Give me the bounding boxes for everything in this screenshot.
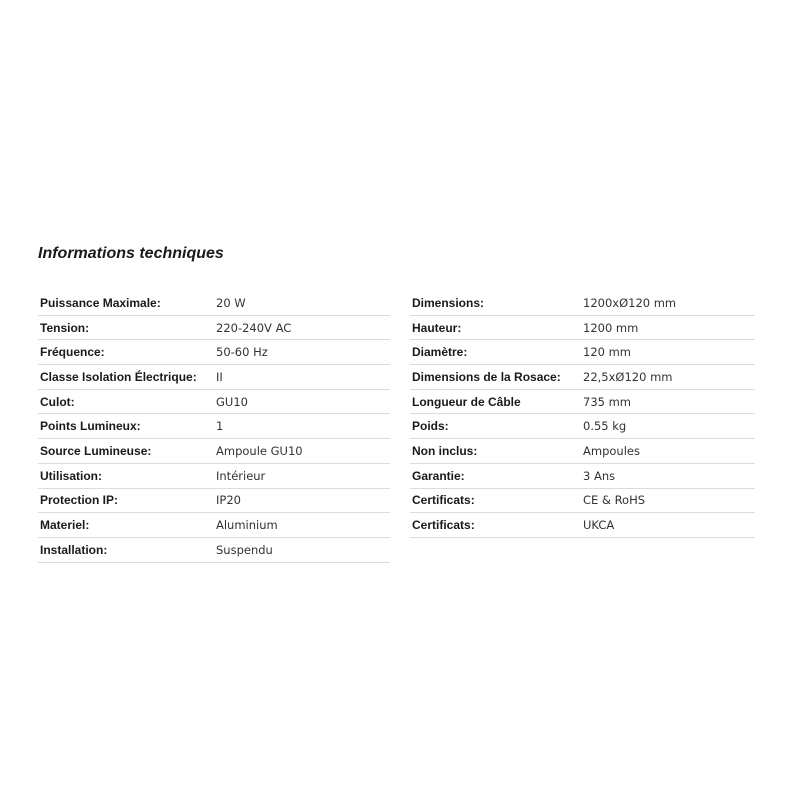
section-title: Informations techniques: [38, 245, 224, 262]
spec-label: Puissance Maximale:: [38, 291, 214, 315]
spec-value: 0.55 kg: [581, 414, 755, 439]
spec-label: Certificats:: [410, 513, 581, 538]
spec-label: Installation:: [38, 537, 214, 562]
spec-label: Longueur de Câble: [410, 389, 581, 414]
spec-label: Points Lumineux:: [38, 414, 214, 439]
spec-label: Fréquence:: [38, 340, 214, 365]
spec-row: [410, 315, 755, 340]
spec-value: CE & RoHS: [581, 488, 755, 513]
spec-label: Tension:: [38, 315, 214, 340]
spec-label: Culot:: [38, 389, 214, 414]
spec-value: 1200 mm: [581, 315, 755, 340]
spec-table-right: [410, 291, 755, 538]
spec-row: [38, 488, 390, 513]
spec-value: 1200xØ120 mm: [581, 291, 755, 315]
spec-label: Diamètre:: [410, 340, 581, 365]
spec-row: [38, 513, 390, 538]
spec-row: [38, 414, 390, 439]
spec-row: [38, 340, 390, 365]
spec-value: 1: [214, 414, 390, 439]
spec-row: [410, 365, 755, 390]
spec-row: [410, 340, 755, 365]
spec-label: Certificats:: [410, 488, 581, 513]
spec-row: [38, 365, 390, 390]
spec-row: [410, 488, 755, 513]
spec-value: IP20: [214, 488, 390, 513]
spec-label: Poids:: [410, 414, 581, 439]
spec-row: [410, 439, 755, 464]
spec-value: II: [214, 365, 390, 390]
spec-row: [38, 315, 390, 340]
spec-label: Hauteur:: [410, 315, 581, 340]
spec-row: [38, 439, 390, 464]
spec-value: 50-60 Hz: [214, 340, 390, 365]
spec-row: [410, 414, 755, 439]
spec-value: 22,5xØ120 mm: [581, 365, 755, 390]
spec-value: Aluminium: [214, 513, 390, 538]
spec-row: [410, 389, 755, 414]
spec-row: [38, 389, 390, 414]
spec-row: [410, 513, 755, 538]
spec-row: [38, 463, 390, 488]
spec-label: Utilisation:: [38, 463, 214, 488]
spec-row: [410, 291, 755, 315]
spec-value: UKCA: [581, 513, 755, 538]
spec-label: Non inclus:: [410, 439, 581, 464]
spec-value: 20 W: [214, 291, 390, 315]
spec-row: [410, 463, 755, 488]
spec-value: GU10: [214, 389, 390, 414]
spec-value: 3 Ans: [581, 463, 755, 488]
spec-label: Classe Isolation Électrique:: [38, 365, 214, 390]
spec-label: Dimensions de la Rosace:: [410, 365, 581, 390]
spec-value: Ampoules: [581, 439, 755, 464]
spec-label: Protection IP:: [38, 488, 214, 513]
spec-row: [38, 291, 390, 315]
spec-value: 735 mm: [581, 389, 755, 414]
spec-row: [38, 537, 390, 562]
spec-value: 220-240V AC: [214, 315, 390, 340]
spec-value: Intérieur: [214, 463, 390, 488]
spec-value: 120 mm: [581, 340, 755, 365]
spec-value: Suspendu: [214, 537, 390, 562]
spec-label: Garantie:: [410, 463, 581, 488]
spec-label: Materiel:: [38, 513, 214, 538]
spec-label: Source Lumineuse:: [38, 439, 214, 464]
spec-value: Ampoule GU10: [214, 439, 390, 464]
spec-label: Dimensions:: [410, 291, 581, 315]
spec-table-left: [38, 291, 390, 563]
